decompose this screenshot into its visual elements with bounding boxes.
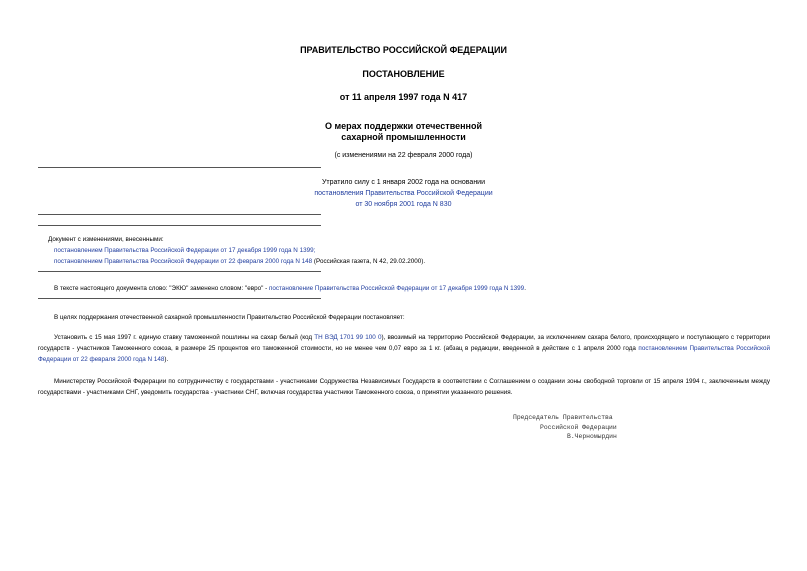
p2-text-a: Установить с 15 мая 1997 г. единую ставку таможенной пошлины на сахар белый (код bbox=[54, 334, 315, 341]
replacement-end: . bbox=[524, 285, 526, 292]
p2-text-c: ). bbox=[164, 356, 169, 363]
org-header: ПРАВИТЕЛЬСТВО РОССИЙСКОЙ ФЕДЕРАЦИИ bbox=[300, 45, 507, 55]
p2-code-link[interactable]: ТН ВЭД 1701 99 100 0 bbox=[314, 334, 382, 341]
body-paragraph-2 bbox=[38, 332, 770, 365]
divider bbox=[38, 167, 321, 168]
changes-item-2-source: (Российская газета, N 42, 29.02.2000). bbox=[312, 258, 426, 265]
body-paragraph-1: В целях поддержания отечественной сахарной промышленности Правительство Российской Федерации постановляет: bbox=[54, 314, 405, 321]
divider bbox=[38, 271, 321, 272]
expired-note: Утратило силу с 1 января 2002 года на основании bbox=[321, 179, 486, 186]
doc-title-line1: О мерах поддержки отечественной bbox=[324, 121, 483, 131]
doc-type: ПОСТАНОВЛЕНИЕ bbox=[362, 69, 445, 79]
replacement-link[interactable]: постановление Правительства Российской Федерации от 17 декабря 1999 года N 1399 bbox=[268, 285, 525, 292]
p2-resolution-link[interactable]: постановлением Правительства Российской Федерации от 22 февраля 2000 года N 148 bbox=[38, 345, 770, 363]
p2-text-b: ), ввозимый на территорию Российской Федерации, за исключением сахара белого, происходящего и поступающего с территории государств - участников Таможенного союза, в размере 25 процентов его таможенной стоимости, но не менее чем 0,07 евро за 1 кг. (абзац в редакции, введенной в действие с 1 апреля 2000 года bbox=[38, 334, 770, 352]
divider bbox=[38, 214, 321, 215]
signature-name: В.Черномырдин bbox=[567, 433, 617, 440]
expired-link-1[interactable]: постановления Правительства Российской Федерации bbox=[314, 190, 493, 197]
body-paragraph-3: Министерству Российской Федерации по сотрудничеству с государствами - участниками Содружества Независимых Государств в соответствии с Соглашением о создании зоны свободной торговли от 15 апреля 1994 г., заключенным между государствами - участниками СНГ, уведомить государства - участники СНГ, включая государства участники Таможенного союза, о принятии указанного решения. bbox=[38, 378, 770, 396]
changes-link-1[interactable]: постановлением Правительства Российской Федерации от 17 декабря 1999 года N 1399; bbox=[54, 247, 316, 254]
changes-intro: Документ с изменениями, внесенными: bbox=[48, 236, 164, 243]
doc-title-line2: сахарной промышленности bbox=[341, 132, 466, 142]
edition-note: (с изменениями на 22 февраля 2000 года) bbox=[334, 152, 473, 159]
divider bbox=[38, 225, 321, 226]
replacement-note bbox=[54, 285, 526, 292]
signature-title: Председатель Правительства bbox=[513, 414, 613, 421]
replacement-text: В тексте настоящего документа слово: "ЭКЮ" заменено словом: "евро" - bbox=[54, 285, 269, 292]
changes-link-2[interactable]: постановлением Правительства Российской Федерации от 22 февраля 2000 года N 148 bbox=[54, 258, 313, 265]
expired-link-2[interactable]: от 30 ноября 2001 года N 830 bbox=[355, 201, 452, 208]
doc-date-number: от 11 апреля 1997 года N 417 bbox=[339, 92, 468, 102]
changes-item-2 bbox=[54, 258, 425, 265]
divider bbox=[38, 298, 321, 299]
signature-org: Российской Федерации bbox=[540, 424, 617, 431]
